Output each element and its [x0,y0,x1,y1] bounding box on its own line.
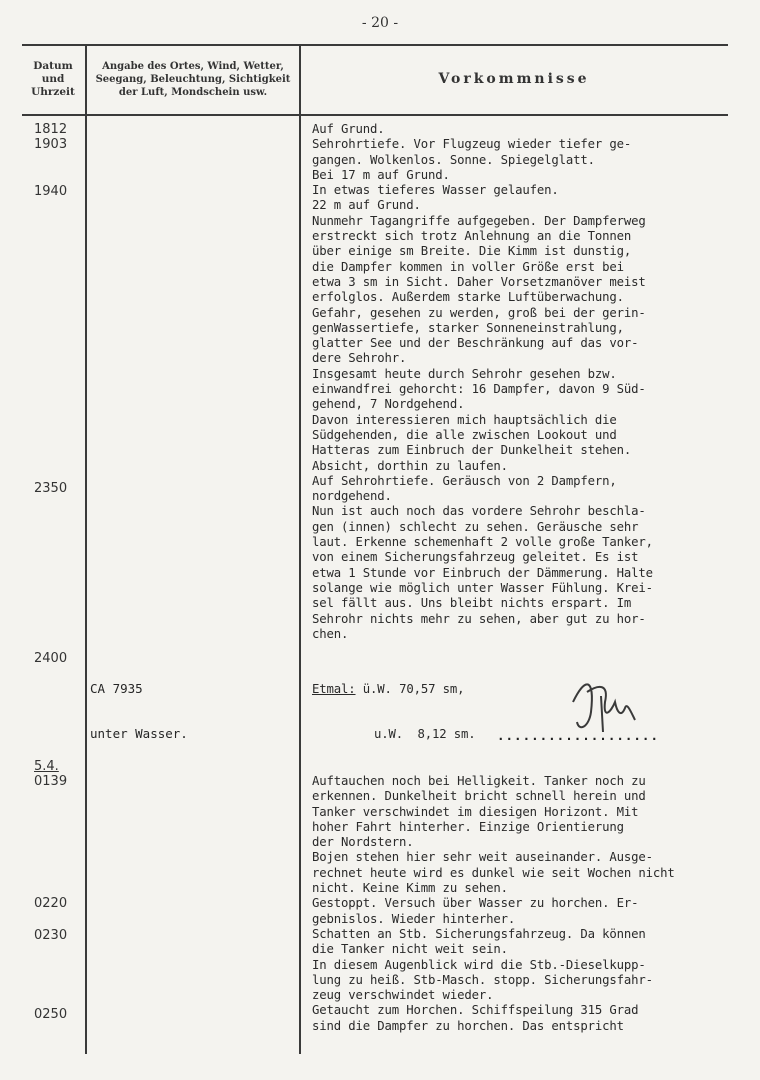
time-0139: 0139 [34,774,68,789]
header-events: Vorkommnisse [438,71,590,87]
date-5-4: 5.4. [34,759,59,774]
text-line: Auf Sehrohrtiefe. Geräusch von 2 Dampfern, [312,473,617,488]
table-top-rule [22,44,728,46]
place-status: unter Wasser. [90,726,188,741]
text-line: zeug verschwindet wieder. [312,988,494,1003]
place-2400 [90,651,188,756]
text-line: über einige sm Breite. Die Kimm ist dunstig, [312,244,632,259]
text-line: etwa 3 sm in Sicht. Daher Vorsetzmanöver meist [312,274,646,289]
header-location-line-2: Seegang, Beleuchtung, Sichtigkeit [95,74,291,85]
text-line: Sehrohr nichts mehr zu sehen, aber gut zu hor- [312,611,646,626]
time-0220: 0220 [34,896,68,911]
text-line: von einem Sicherungsfahrzeug geleitet. Es ist [312,550,639,565]
column-divider-2 [299,44,301,1054]
page-number: - 20 - [361,15,399,31]
text-line: Bei 17 m auf Grund. [312,167,450,182]
text-line: hoher Fahrt hinterher. Einzige Orientierung [312,819,624,834]
header-date-time [22,60,84,99]
text-line: genWassertiefe, starker Sonneneinstrahlung, [312,320,624,335]
text-line: gehend, 7 Nordgehend. [312,397,465,412]
place-grid-square: CA 7935 [90,681,143,696]
text-line: Bojen stehen hier sehr weit auseinander. Ausge- [312,850,653,865]
text-line: In etwas tieferes Wasser gelaufen. [312,183,559,198]
text-line: Hatteras zum Einbruch der Dunkelheit stehen. [312,443,632,458]
text-line: Gefahr, gesehen zu werden, groß bei der gerin- [312,305,646,320]
text-line: Getaucht zum Horchen. Schiffspeilung 315 Grad [312,1003,639,1018]
text-line: gangen. Wolkenlos. Sonne. Spiegelglatt. [312,152,595,167]
text-line: nordgehend. [312,489,392,504]
text-line: die Dampfer kommen in voller Größe erst bei [312,259,624,274]
text-line: 22 m auf Grund. [312,198,421,213]
time-2400: 2400 [34,651,68,666]
text-line: Sehrohrtiefe. Vor Flugzeug wieder tiefer ge- [312,137,632,152]
text-line: sind die Dampfer zu horchen. Das entspricht [312,1018,624,1033]
text-line: Südgehenden, die alle zwischen Lookout und [312,427,617,442]
text-line: chen. [312,626,349,641]
text-line: erfolglos. Außerdem starke Luftüberwachung. [312,290,624,305]
time-1903: 1903 [34,137,68,152]
time-2350: 2350 [34,481,68,496]
time-0250: 0250 [34,1007,68,1022]
time-1812: 1812 [34,122,68,137]
text-line: solange wie möglich unter Wasser Fühlung. Krei- [312,580,653,595]
text-line: glatter See und der Beschränkung auf das vor- [312,336,639,351]
text-line: lung zu heiß. Stb-Masch. stopp. Sicherungsfahr- [312,972,653,987]
etmal-label: Etmal: [312,681,356,696]
events-block-1 [312,122,752,642]
header-location-weather [87,60,299,99]
header-date-line-1: Datum [33,60,73,72]
text-line: sel fällt aus. Uns bleibt nichts erspart. Im [312,596,632,611]
header-date-line-3: Uhrzeit [31,86,75,98]
text-line: Auftauchen noch bei Helligkeit. Tanker noch zu [312,774,646,788]
text-line: einwandfrei gehorcht: 16 Dampfer, davon 9 Süd- [312,382,646,397]
text-line: gen (innen) schlecht zu sehen. Geräusche sehr [312,519,639,534]
text-line: gebnislos. Wieder hinterher. [312,911,516,926]
etmal-line-1: ü.W. 70,57 sm, [362,681,465,696]
time-0230: 0230 [34,928,68,943]
header-date-line-2: und [41,73,65,85]
text-line: Schatten an Stb. Sicherungsfahrzeug. Da können [312,926,646,941]
text-line: Nun ist auch noch das vordere Sehrohr beschla- [312,504,646,519]
text-line: Insgesamt heute durch Sehrohr gesehen bzw. [312,366,617,381]
text-line: dere Sehrohr. [312,351,407,366]
text-line: nicht. Keine Kimm zu sehen. [312,881,508,896]
text-line: In diesem Augenblick wird die Stb.-Dieselkupp- [312,957,646,972]
time-1940: 1940 [34,184,68,199]
text-line: Gestoppt. Versuch über Wasser zu horchen. Er- [312,896,639,911]
events-block-2 [312,774,752,1034]
etmal-line-2: u.W. 8,12 sm. [374,727,476,742]
text-line: erkennen. Dunkelheit bricht schnell herein und [312,789,646,804]
column-divider-1 [85,44,87,1054]
signature-dots: ................... [497,728,659,743]
text-line: die Tanker nicht weit sein. [312,942,508,957]
text-line: Tanker verschwindet im diesigen Horizont. Mit [312,804,639,819]
header-location-line-3: der Luft, Mondschein usw. [118,87,268,98]
text-line: etwa 1 Stunde vor Einbruch der Dämmerung. Halte [312,565,653,580]
text-line: Auf Grund. [312,122,385,136]
text-line: Absicht, dorthin zu laufen. [312,458,508,473]
text-line: erstreckt sich trotz Anlehnung an die Tonnen [312,229,632,244]
header-bottom-rule [22,114,728,116]
text-line: rechnet heute wird es dunkel wie seit Wochen nicht [312,865,675,880]
text-line: laut. Erkenne schemenhaft 2 volle große Tanker, [312,535,653,550]
header-location-line-1: Angabe des Ortes, Wind, Wetter, [102,61,284,72]
text-line: Davon interessieren mich hauptsächlich die [312,412,617,427]
text-line: Nunmehr Tagangriffe aufgegeben. Der Dampferweg [312,213,646,228]
text-line: der Nordstern. [312,835,414,850]
